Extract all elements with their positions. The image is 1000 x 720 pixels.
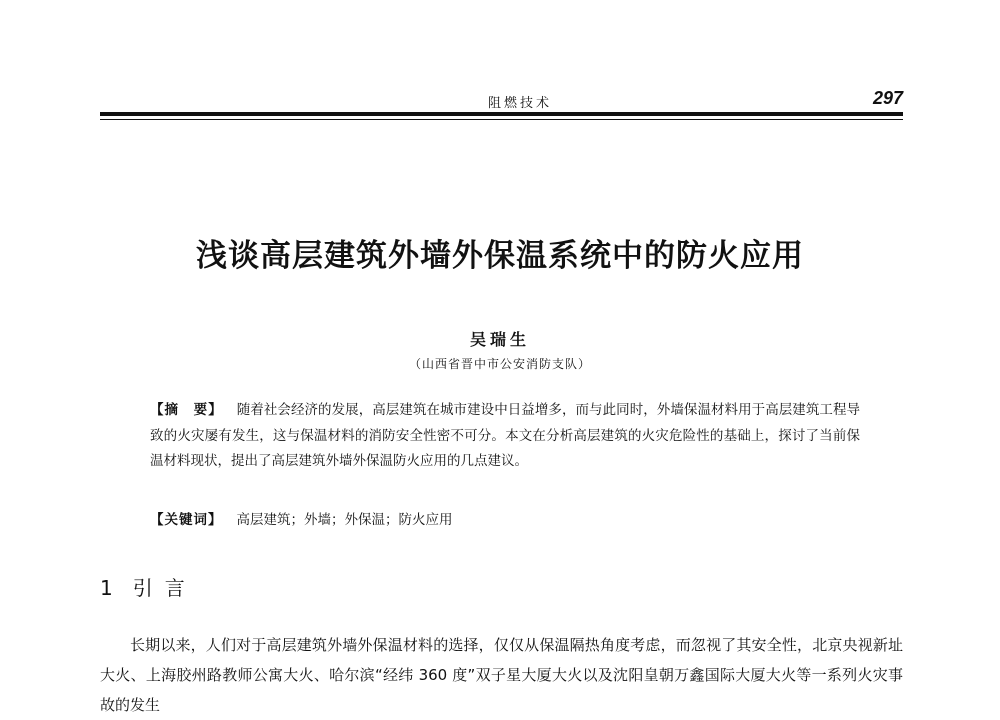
abstract xyxy=(150,398,860,475)
abstract-label: 【摘 要】 xyxy=(150,402,223,418)
keywords xyxy=(150,508,860,532)
section-title: 引言 xyxy=(132,576,197,600)
section-number: 1 xyxy=(100,576,115,600)
keywords-label: 【关键词】 xyxy=(150,512,223,528)
keywords-text: 高层建筑；外墙；外保温；防火应用 xyxy=(236,512,453,528)
header-rule-thin xyxy=(100,119,903,120)
article-title: 浅谈高层建筑外墙外保温系统中的防火应用 xyxy=(196,238,804,274)
running-header xyxy=(0,88,1000,112)
journal-name: 阻燃技术 xyxy=(487,96,552,111)
abstract-text: 随着社会经济的发展，高层建筑在城市建设中日益增多，而与此同时，外墙保温材料用于高层建筑工程导致的火灾屡有发生，这与保温材料的消防安全性密不可分。本文在分析高层建筑的火灾危险性的基础上，探讨了当前保温材料现状，提出了高层建筑外墙外保温防火应用的几点建议。 xyxy=(150,402,860,469)
author-name: 吴瑞生 xyxy=(469,330,530,349)
author-affiliation: （山西省晋中市公安消防支队） xyxy=(408,357,591,371)
header-rule-thick xyxy=(100,112,903,116)
body-paragraph: 长期以来，人们对于高层建筑外墙外保温材料的选择，仅仅从保温隔热角度考虑，而忽视了其安全性，北京央视新址大火、上海胶州路教师公寓大火、哈尔滨“经纬 360 度”双子星大厦大火以及沈阳皇朝万鑫国际大厦大火等一系列火灾事故的发生 xyxy=(100,636,903,714)
page-number: 297 xyxy=(872,88,903,108)
section-heading xyxy=(100,572,197,601)
